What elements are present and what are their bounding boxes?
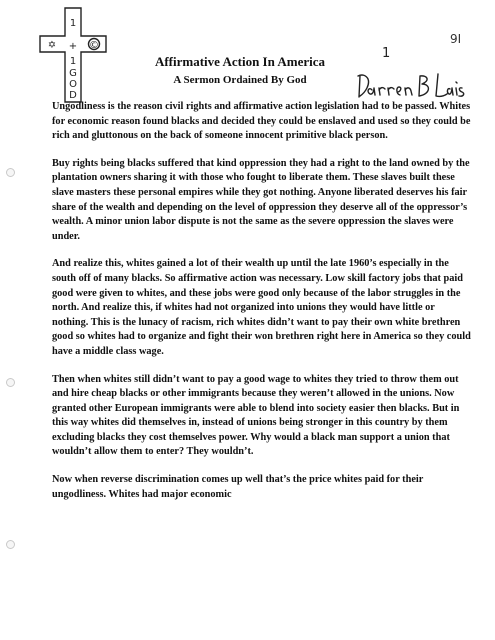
star-of-david-icon: ✡ [47,40,57,51]
paragraph: Then when whites still didn’t want to pay a good wage to whites they tried to throw them out and hire cheap blacks or other immigrants because they weren’t allowed in the unions. Now granted other European immigrants were able to blend into society easier then blacks. But in this way whites did themselves in, instead of unions being stronger in this country by them excluding blacks they cost themselves power. Why would a black man support a union that wouldn’t allow them to enter? They wouldn’t. [52,373,460,458]
cross-stem-letter: O [69,79,77,90]
paragraph: Buy rights being blacks suffered that kind oppression they had a right to the land owned by the plantation owners sharing it with those who fought to liberate them. These slaves built these slave masters these personal empires while they got nothing. Anyone liberated deserves his fair share of the wealth and depending on the level of oppression they deserve all of the oppressor’s wealth. A minor union labor dispute is not the same as the severe oppression the slaves were under. [52,157,470,242]
cross-copyright-text: © [89,40,99,51]
cross-top-text: 1 [69,18,77,29]
binder-hole [6,378,15,387]
cross-stem-letter: G [69,68,77,79]
paragraph: And realize this, whites gained a lot of their wealth up until the late 1960’s especially in the south off of many blacks. So affirmative action was necessary. Low skill factory jobs that paid good were given to whites, and these jobs were good only because of the labor struggles in the north. And realize this, if whites had not organized into unions they would have little or nothing. This is the lunacy of racism, rich whites didn’t want to pay their own white brethren good so whites had to organize and fight their won brethren right here in America so they could have a middle class wage. [52,258,471,357]
binder-hole [6,540,15,549]
paragraph: Now when reverse discrimination comes up well that’s the price whites paid for their ungodliness. Whites had major economic [52,474,424,500]
signature-number: 1 [382,46,391,61]
cross-center-text: + [68,41,78,52]
page-subtitle: A Sermon Ordained By God [173,74,307,86]
page-title: Affirmative Action In America [154,54,326,69]
cross-emblem [38,6,108,104]
binder-hole [6,168,15,177]
body-text [52,100,472,515]
title-block [140,54,340,87]
paragraph: Ungodliness is the reason civil rights and affirmative action legislation had to be passed. Whites for economic reason found blacks and decided they could be enslaved and used so they could be rich and gluttonous on the back of someone innocent primitive black person. [52,101,471,142]
cross-stem-letter: 1 [69,56,77,67]
cross-stem-letter: D [69,90,77,101]
page-number: 9I [450,32,462,46]
